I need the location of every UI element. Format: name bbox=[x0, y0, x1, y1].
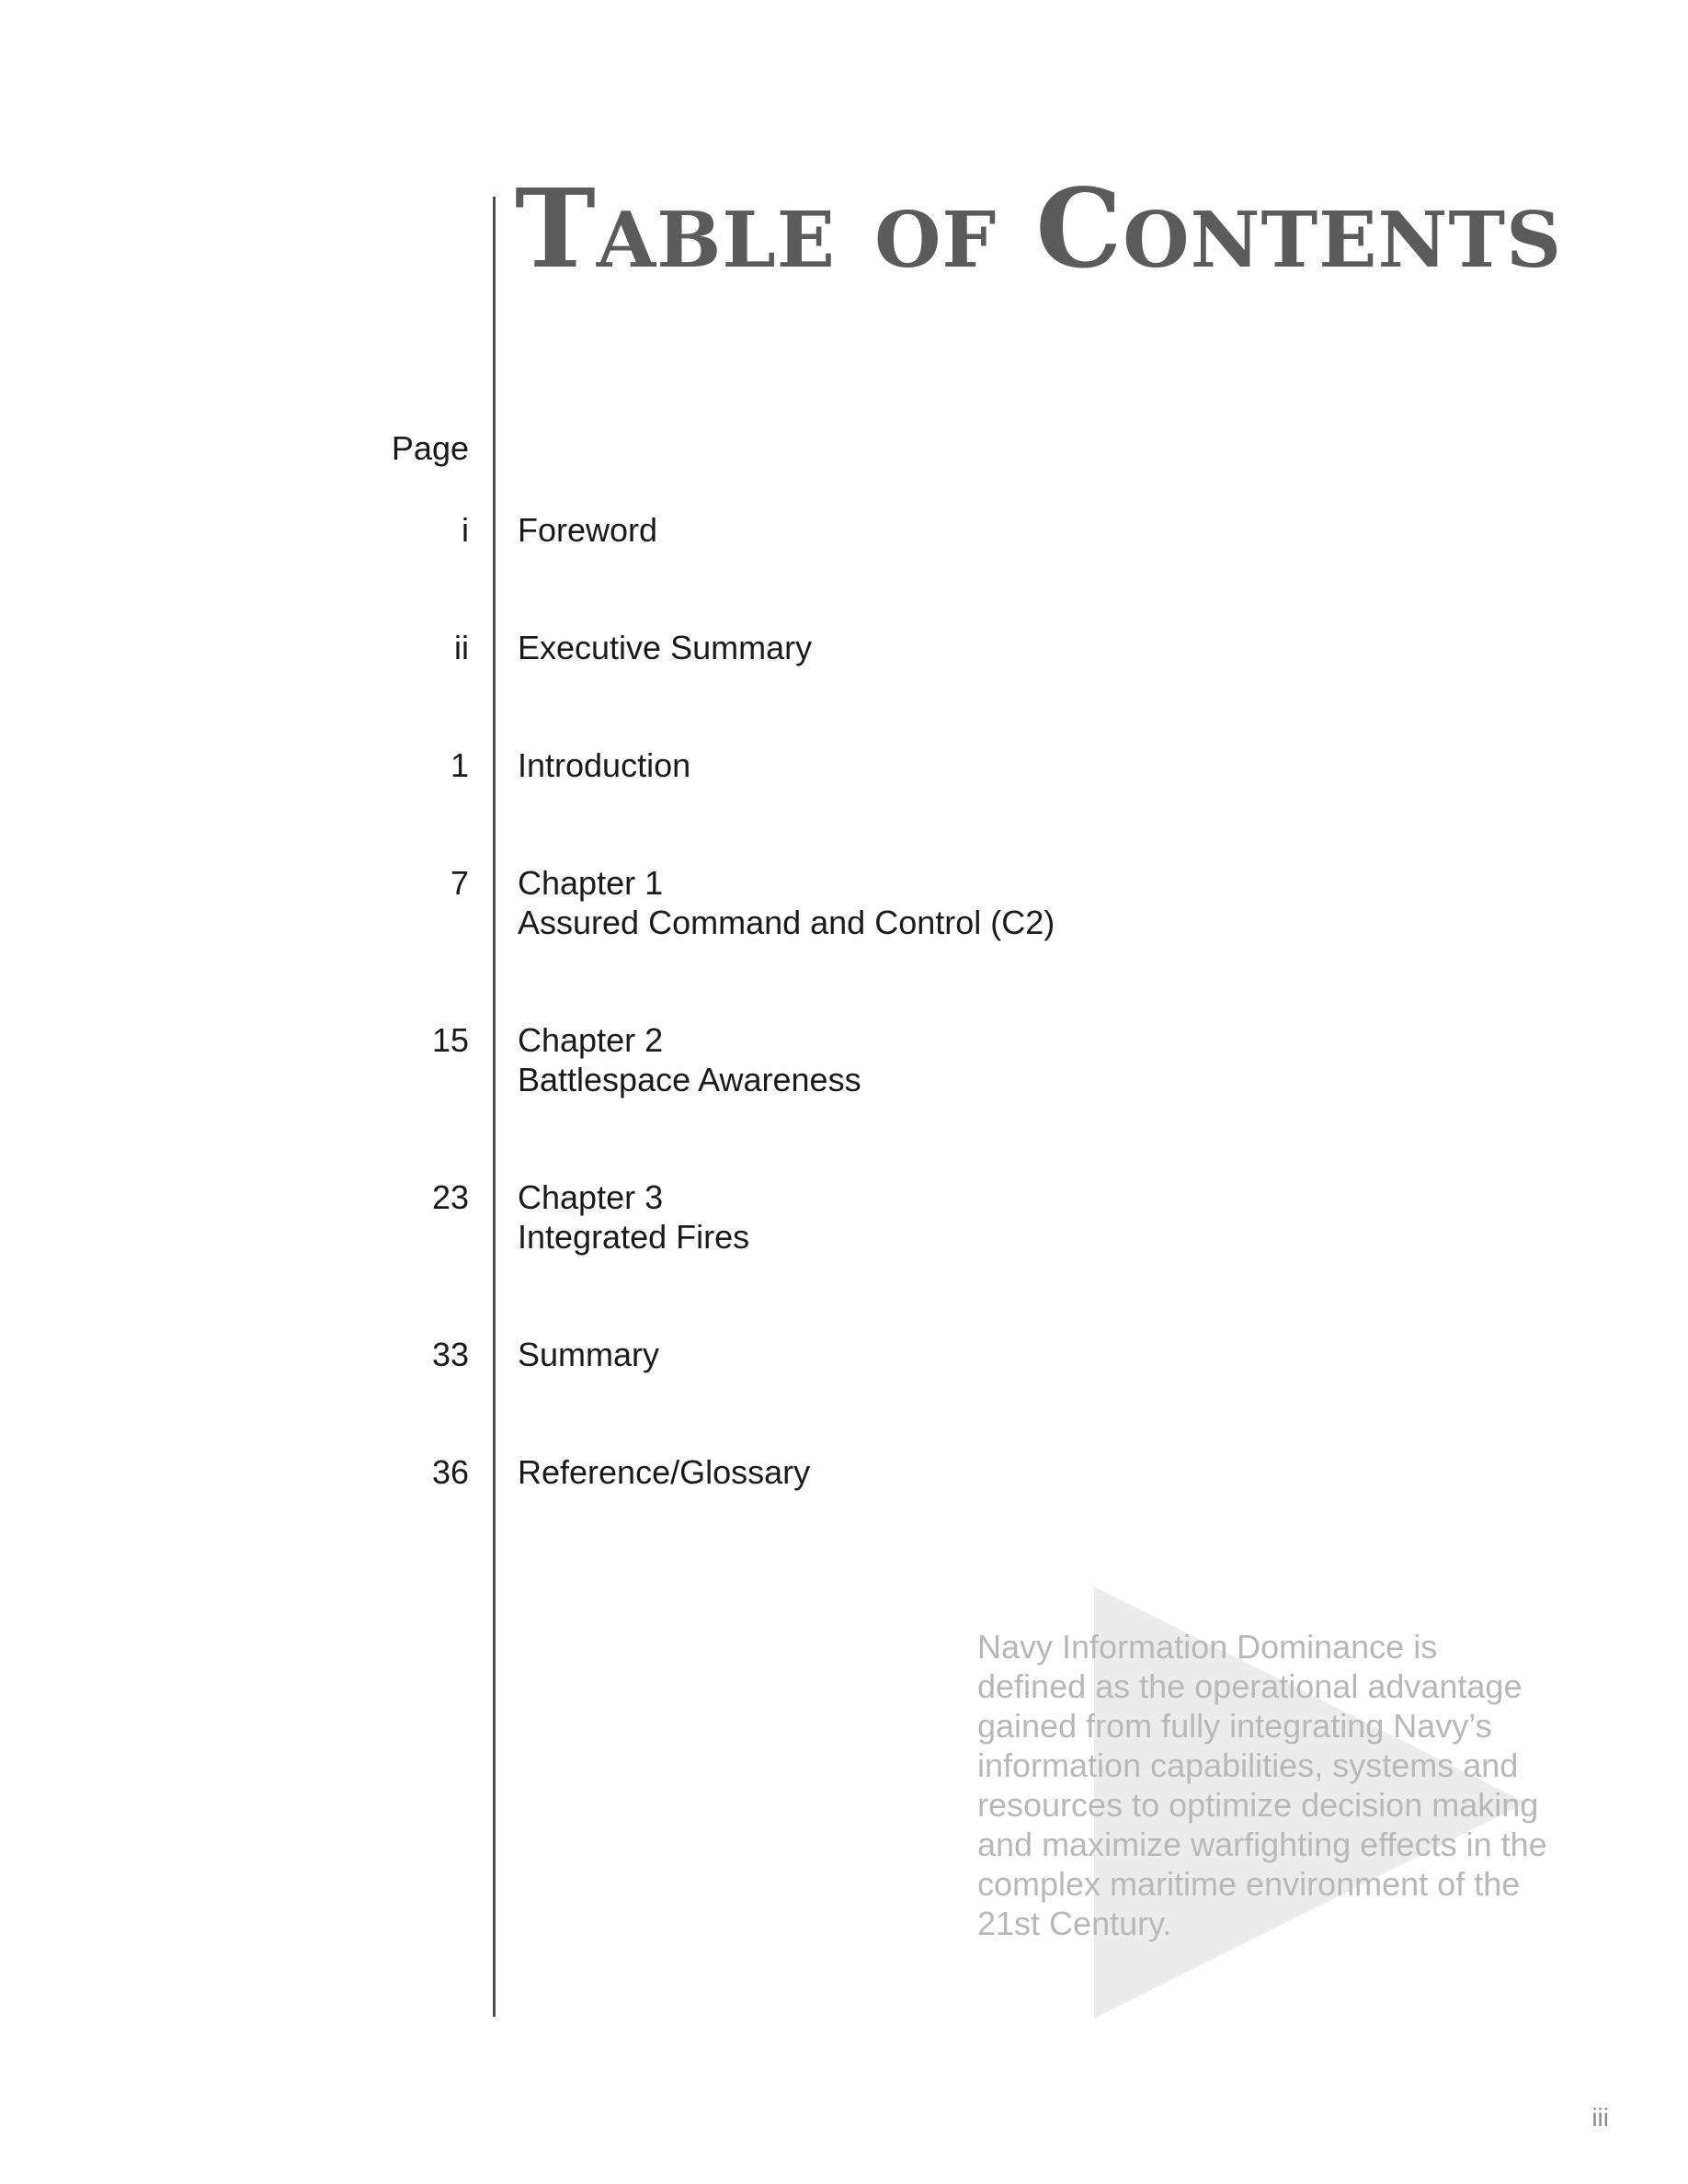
toc-entry-line: Chapter 1 bbox=[518, 864, 664, 902]
toc-entry-line: Battlespace Awareness bbox=[518, 1061, 861, 1098]
toc-entry bbox=[0, 863, 1688, 955]
toc-entry bbox=[0, 1335, 1688, 1427]
toc-entry bbox=[0, 1020, 1688, 1112]
toc-entry-title bbox=[518, 1335, 659, 1374]
toc-entry-line: Foreword bbox=[518, 511, 658, 549]
toc-entry-line: Summary bbox=[518, 1336, 660, 1373]
toc-entry-line: Reference/Glossary bbox=[518, 1453, 811, 1491]
toc-page-number: 7 bbox=[450, 864, 469, 902]
page-column-label: Page bbox=[391, 429, 469, 467]
toc-page-number: ii bbox=[454, 629, 469, 666]
toc-entry-title bbox=[518, 628, 812, 667]
toc-entry-line: Integrated Fires bbox=[518, 1218, 750, 1256]
toc-entry bbox=[0, 1452, 1688, 1544]
toc-entry-line: Introduction bbox=[518, 746, 691, 784]
toc-page-number: 33 bbox=[431, 1336, 469, 1373]
toc-entry-line: Chapter 3 bbox=[518, 1178, 664, 1216]
definition-callout: Navy Information Dominance is defined as the operational advantage gained from fully integrating Navy’s information capabilities, systems and resources to optimize decision making and maximize warfighting effects in the complex maritime environment of the 21st Century. bbox=[977, 1628, 1547, 1942]
toc-entry-line: Chapter 2 bbox=[518, 1021, 664, 1059]
toc-entry-line: Assured Command and Control (C2) bbox=[518, 904, 1055, 941]
toc-entry-line: Executive Summary bbox=[518, 629, 813, 666]
toc-page-number: i bbox=[462, 511, 469, 549]
toc-entry bbox=[0, 745, 1688, 837]
toc-page-number: 23 bbox=[431, 1178, 469, 1216]
toc-entry-title bbox=[518, 510, 657, 550]
toc-page-number: 36 bbox=[431, 1453, 469, 1491]
toc-entry-title bbox=[518, 1020, 861, 1099]
page-folio: iii bbox=[1591, 2103, 1609, 2132]
toc-page-number: 15 bbox=[431, 1021, 469, 1059]
page-title: Table of Contents bbox=[515, 165, 1563, 292]
toc-entry-title bbox=[518, 1452, 810, 1492]
toc-entry bbox=[0, 628, 1688, 720]
toc-page-number: 1 bbox=[450, 746, 469, 784]
toc-entry bbox=[0, 1177, 1688, 1269]
toc-entry bbox=[0, 510, 1688, 602]
toc-entry-title bbox=[518, 863, 1055, 942]
toc-entry-title bbox=[518, 745, 690, 785]
toc-entry-title bbox=[518, 1177, 749, 1257]
